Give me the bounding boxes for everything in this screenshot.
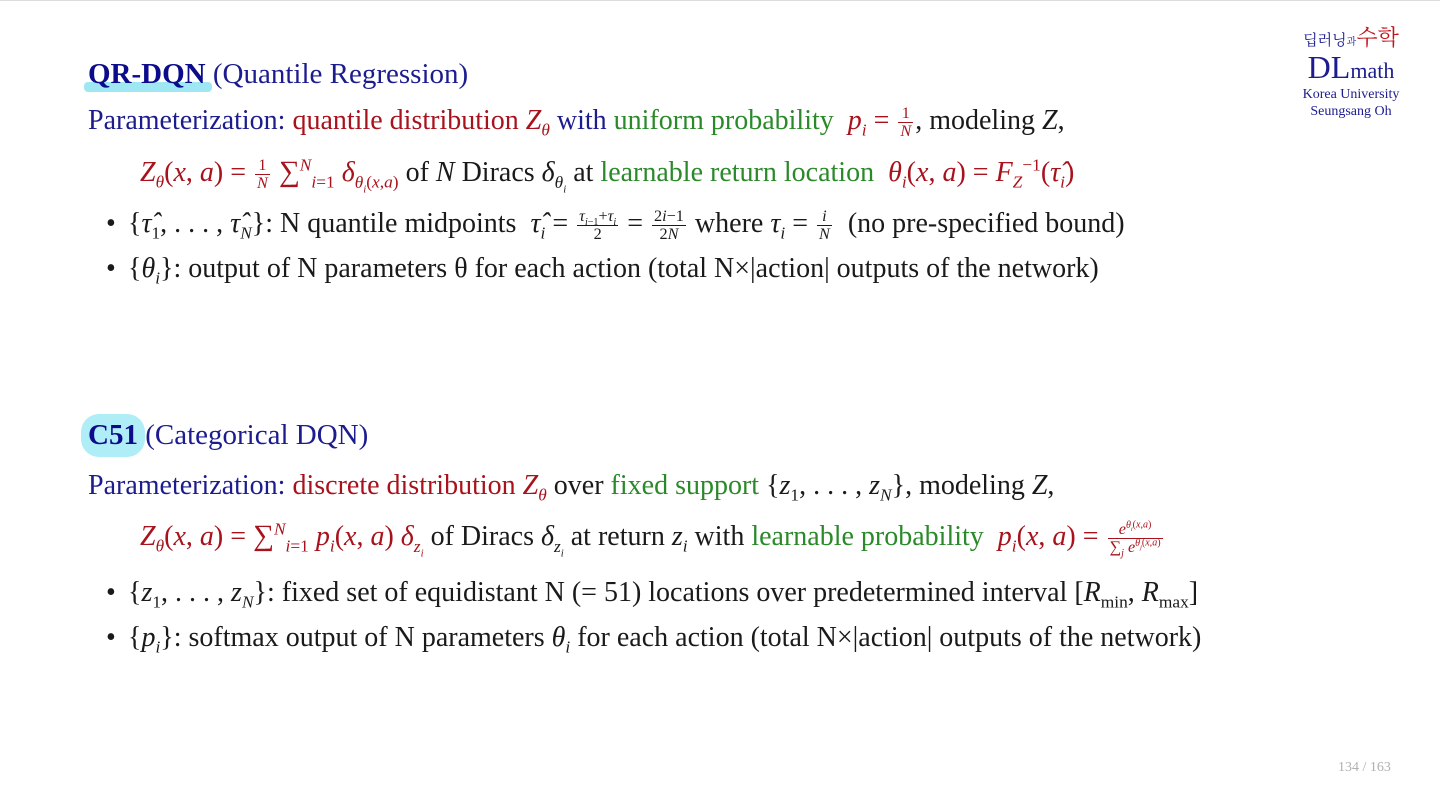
qr-pi-formula: $p_i$ = $\frac{1}{N}$ (847, 104, 912, 141)
qr-bullet-2: • $\{\theta_i\}$: output of N parameters θ for each action (total N×|action| outputs of the network) (106, 253, 1099, 288)
qr-title: QR-DQN (88, 58, 206, 90)
c51-eq-of: of Diracs (430, 521, 534, 552)
page-number: 134 / 163 (1338, 760, 1391, 775)
qr-tau-set: {$\taû_1$, . . . , $\taû_N$} (128, 208, 266, 243)
qr-z-def: $Z_\theta(x$, a) = $\frac{1}{N}$ ∑$^N_{i=1}$ $\delta_{\theta_i(x,a)}$ (140, 155, 399, 196)
qr-parameterization (88, 104, 1065, 140)
qr-tau-formula: $\tau_i$ = $\frac{i}{N}$ (770, 207, 830, 244)
c51-theta-i: $\theta_i$ (551, 622, 571, 657)
c51-heading (88, 418, 368, 452)
c51-subtitle: (Categorical DQN) (145, 419, 369, 451)
c51-support-set: {$z_1$, . . . , $z_N$} (766, 470, 906, 505)
qr-b1-note: (no pre-specified bound) (847, 208, 1125, 239)
c51-b2-text: : softmax output of N parameters (173, 622, 545, 653)
c51-bullet-1: • {$z_1$, . . . , $z_N$}: fixed set of equidistant N (= 51) locations over predetermined interval [$R_{min}$, $R_{max}$] (106, 577, 1199, 612)
c51-b1-text: : fixed set of equidistant N (= 51) locations over predetermined interval (267, 577, 1068, 608)
c51-z-set: {$z_1$, . . . , $z_N$} (128, 577, 267, 612)
c51-param-label: Parameterization: (88, 470, 286, 501)
c51-p-set: $\{p_i\}$ (128, 622, 174, 657)
c51-parameterization (88, 469, 1054, 503)
qr-eq-n: N (435, 157, 455, 188)
qr-tau-hat-formula: $\taû_i$ = $\frac{\tau_{i-1}+\tau_i}{2}$ = $\frac{2i-1}{2N}$ (530, 207, 684, 244)
c51-param-green: fixed support (610, 470, 760, 501)
qr-z: Z, (1041, 105, 1065, 136)
c51-delta-z: $\delta_{z_i}$ (540, 521, 564, 560)
top-border (0, 0, 1440, 1)
c51-eq-with: with (694, 521, 745, 552)
qr-bullet-1: • {$\taû_1$, . . . , $\taû_N$}: N quantile midpoints $\taû_i$ = $\frac{\tau_{i-1}+\tau_i}{2}$ = $\frac{2i-1}{2N}$ where $\tau_i$ = $\frac{i}{N}$ (no pre-specified bound) (106, 207, 1125, 244)
c51-interval: [$R_{min}$, $R_{max}$] (1074, 577, 1199, 612)
qr-theta-def: $\theta_i(x$, $a) = F_Z^{-1}(\taû_i)$ (888, 155, 1075, 192)
c51-bullet-2: • $\{p_i\}$: softmax output of N parameters $\theta_i$ for each action (total N×|action| outputs of the network) (106, 622, 1202, 657)
qr-delta-theta: $\delta_{\theta_i}$ (541, 157, 567, 196)
qr-eq-at: at (573, 157, 594, 188)
logo-korean-big: 수학 (1356, 26, 1399, 51)
c51-b2-rest: for each action (total N×|action| outputs of the network) (577, 622, 1202, 653)
c51-z-def: $Z_\theta(x$, a) = ∑$^N_{i=1}$ $p_i(x$, a) $\delta_{z_i}$ (140, 519, 424, 560)
c51-param-over: over (553, 470, 604, 501)
logo-university: Korea University (1302, 87, 1400, 102)
qr-b1-text: : N quantile midpoints (265, 208, 517, 239)
c51-z: Z, (1031, 470, 1055, 501)
c51-z-theta: $Z_\theta$ (522, 470, 547, 505)
c51-param-modeling: , modeling (905, 470, 1025, 501)
c51-equation (140, 519, 1165, 560)
c51-eq-at: at return (570, 521, 665, 552)
logo-author: Seungsang Oh (1310, 104, 1392, 119)
c51-eq-green: learnable probability (751, 521, 984, 552)
qr-heading (88, 57, 468, 91)
c51-title: C51 (88, 419, 138, 451)
qr-b1-where: where (694, 208, 764, 239)
c51-p-def: $p_i(x$, a) = $\frac{e^{\theta_i(x,a)}}{\sum_j e^{\theta_j(x,a)}}$ (997, 519, 1161, 560)
logo-dlmath (1296, 49, 1406, 86)
qr-theta-set: $\{\theta_i\}$ (128, 253, 174, 288)
logo-korean-mid: 과 (1346, 37, 1357, 48)
qr-b2-text: : output of N parameters θ for each action (total N×|action| outputs of the network) (173, 253, 1099, 284)
qr-param-label: Parameterization: (88, 105, 286, 136)
qr-equation (140, 155, 1075, 196)
logo-dl: DL (1307, 49, 1351, 85)
qr-eq-dirac: Diracs (461, 157, 535, 188)
logo-korean-small: 딥러닝 (1303, 31, 1347, 49)
qr-z-theta: $Z_\theta$ (525, 105, 550, 140)
course-logo (1296, 26, 1406, 120)
qr-eq-of: of (405, 157, 429, 188)
qr-param-with: with (556, 105, 607, 136)
qr-param-modeling: , modeling (915, 105, 1035, 136)
c51-zi: $z_i$ (671, 521, 688, 556)
qr-subtitle: (Quantile Regression) (212, 58, 469, 90)
qr-param-green: uniform probability (613, 105, 834, 136)
qr-eq-green: learnable return location (600, 157, 875, 188)
qr-param-red: quantile distribution (292, 105, 519, 136)
c51-param-red: discrete distribution (292, 470, 516, 501)
logo-math: math (1350, 58, 1395, 83)
